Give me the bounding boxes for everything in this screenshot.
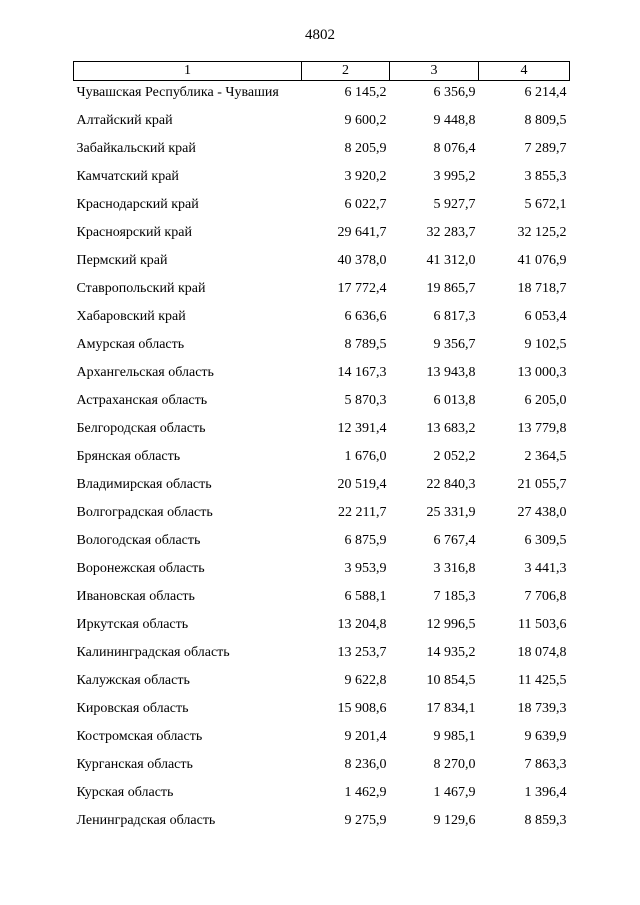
value-col-3-cell: 10 854,5	[426, 673, 476, 688]
value-col-3-cell: 13 683,2	[426, 421, 476, 436]
value-col-4-cell: 3 441,3	[524, 561, 567, 576]
column-header-1: 1	[74, 62, 302, 81]
table-row	[74, 81, 570, 108]
table-row	[74, 751, 570, 779]
region-name-cell: Костромская область	[76, 729, 203, 744]
region-name-cell: Амурская область	[76, 337, 185, 352]
table-row	[74, 219, 570, 247]
value-col-3-cell: 14 935,2	[426, 645, 476, 660]
table-row	[74, 303, 570, 331]
table-row	[74, 191, 570, 219]
value-col-2-cell: 9 622,8	[344, 673, 387, 688]
value-col-4-cell: 7 706,8	[524, 589, 567, 604]
region-name-cell: Ивановская область	[76, 589, 195, 604]
table-row	[74, 639, 570, 667]
value-col-2-cell: 12 391,4	[337, 421, 387, 436]
table-row	[74, 443, 570, 471]
region-name-cell: Красноярский край	[76, 225, 192, 240]
region-name-cell: Краснодарский край	[76, 197, 199, 212]
table-row	[74, 415, 570, 443]
value-col-3-cell: 6 356,9	[433, 85, 476, 100]
value-col-3-cell: 22 840,3	[426, 477, 476, 492]
value-col-4-cell: 5 672,1	[524, 197, 567, 212]
region-name-cell: Чувашская Республика - Чувашия	[76, 85, 279, 100]
table-row	[74, 779, 570, 807]
value-col-4-cell: 27 438,0	[517, 505, 567, 520]
value-col-3-cell: 19 865,7	[426, 281, 476, 296]
value-col-2-cell: 9 201,4	[344, 729, 387, 744]
value-col-2-cell: 9 275,9	[344, 813, 387, 828]
value-col-2-cell: 6 145,2	[344, 85, 387, 100]
table-row	[74, 247, 570, 275]
value-col-4-cell: 11 425,5	[518, 673, 567, 688]
value-col-3-cell: 1 467,9	[433, 785, 476, 800]
value-col-3-cell: 9 448,8	[433, 113, 476, 128]
value-col-4-cell: 6 214,4	[524, 85, 567, 100]
table-row	[74, 807, 570, 835]
value-col-3-cell: 2 052,2	[433, 449, 476, 464]
value-col-3-cell: 32 283,7	[426, 225, 476, 240]
value-col-3-cell: 7 185,3	[433, 589, 476, 604]
region-name-cell: Ставропольский край	[76, 281, 206, 296]
region-name-cell: Кировская область	[76, 701, 189, 716]
table-row	[74, 387, 570, 415]
value-col-4-cell: 13 000,3	[517, 365, 567, 380]
region-name-cell: Иркутская область	[76, 617, 189, 632]
region-name-cell: Воронежская область	[76, 561, 205, 576]
value-col-2-cell: 8 205,9	[344, 141, 387, 156]
value-col-3-cell: 3 316,8	[433, 561, 476, 576]
value-col-2-cell: 40 378,0	[337, 253, 387, 268]
table-row	[74, 555, 570, 583]
value-col-4-cell: 21 055,7	[517, 477, 567, 492]
table-row	[74, 275, 570, 303]
value-col-3-cell: 9 356,7	[433, 337, 476, 352]
value-col-4-cell: 6 205,0	[524, 393, 567, 408]
region-name-cell: Курганская область	[76, 757, 193, 772]
region-name-cell: Хабаровский край	[76, 309, 186, 324]
region-name-cell: Волгоградская область	[76, 505, 213, 520]
value-col-2-cell: 9 600,2	[344, 113, 387, 128]
region-name-cell: Забайкальский край	[76, 141, 196, 156]
value-col-3-cell: 6 767,4	[433, 533, 476, 548]
value-col-3-cell: 17 834,1	[426, 701, 476, 716]
table-row	[74, 135, 570, 163]
value-col-4-cell: 11 503,6	[518, 617, 567, 632]
value-col-2-cell: 17 772,4	[337, 281, 387, 296]
value-col-2-cell: 8 789,5	[344, 337, 387, 352]
region-name-cell: Белгородская область	[76, 421, 206, 436]
value-col-4-cell: 6 053,4	[524, 309, 567, 324]
table-row	[74, 611, 570, 639]
region-name-cell: Курская область	[76, 785, 174, 800]
table-row	[74, 163, 570, 191]
column-header-4: 4	[479, 62, 570, 81]
value-col-3-cell: 6 013,8	[433, 393, 476, 408]
value-col-3-cell: 13 943,8	[426, 365, 476, 380]
column-header-3: 3	[390, 62, 479, 81]
value-col-3-cell: 9 129,6	[433, 813, 476, 828]
value-col-2-cell: 22 211,7	[338, 505, 387, 520]
region-name-cell: Вологодская область	[76, 533, 201, 548]
table-row	[74, 107, 570, 135]
value-col-3-cell: 9 985,1	[433, 729, 476, 744]
table-row	[74, 695, 570, 723]
value-col-4-cell: 3 855,3	[524, 169, 567, 184]
value-col-4-cell: 18 718,7	[517, 281, 567, 296]
data-table	[73, 61, 570, 835]
value-col-3-cell: 8 270,0	[433, 757, 476, 772]
region-name-cell: Ленинградская область	[76, 813, 216, 828]
value-col-2-cell: 20 519,4	[337, 477, 387, 492]
table-body	[74, 81, 570, 836]
region-name-cell: Владимирская область	[76, 477, 212, 492]
value-col-4-cell: 7 863,3	[524, 757, 567, 772]
value-col-2-cell: 6 022,7	[344, 197, 387, 212]
value-col-4-cell: 9 639,9	[524, 729, 567, 744]
table-row	[74, 723, 570, 751]
value-col-4-cell: 8 809,5	[524, 113, 567, 128]
column-header-2: 2	[302, 62, 390, 81]
value-col-3-cell: 8 076,4	[433, 141, 476, 156]
value-col-4-cell: 8 859,3	[524, 813, 567, 828]
value-col-2-cell: 6 588,1	[344, 589, 387, 604]
header-row	[74, 62, 570, 81]
value-col-2-cell: 14 167,3	[337, 365, 387, 380]
value-col-2-cell: 1 462,9	[344, 785, 387, 800]
value-col-4-cell: 32 125,2	[517, 225, 567, 240]
table-row	[74, 499, 570, 527]
value-col-2-cell: 13 204,8	[337, 617, 387, 632]
table-row	[74, 527, 570, 555]
value-col-3-cell: 3 995,2	[433, 169, 476, 184]
region-name-cell: Калининградская область	[76, 645, 230, 660]
value-col-4-cell: 13 779,8	[517, 421, 567, 436]
value-col-4-cell: 41 076,9	[517, 253, 567, 268]
value-col-2-cell: 29 641,7	[337, 225, 387, 240]
value-col-2-cell: 6 636,6	[344, 309, 387, 324]
region-name-cell: Астраханская область	[76, 393, 208, 408]
value-col-2-cell: 3 920,2	[344, 169, 387, 184]
value-col-2-cell: 8 236,0	[344, 757, 387, 772]
table-header	[74, 62, 570, 81]
table-row	[74, 331, 570, 359]
value-col-3-cell: 12 996,5	[426, 617, 476, 632]
value-col-2-cell: 15 908,6	[337, 701, 387, 716]
value-col-2-cell: 1 676,0	[344, 449, 387, 464]
value-col-4-cell: 18 074,8	[517, 645, 567, 660]
value-col-4-cell: 7 289,7	[524, 141, 567, 156]
region-name-cell: Алтайский край	[76, 113, 173, 128]
value-col-3-cell: 5 927,7	[433, 197, 476, 212]
region-name-cell: Архангельская область	[76, 365, 214, 380]
region-name-cell: Камчатский край	[76, 169, 179, 184]
value-col-2-cell: 6 875,9	[344, 533, 387, 548]
value-col-4-cell: 9 102,5	[524, 337, 567, 352]
value-col-2-cell: 3 953,9	[344, 561, 387, 576]
region-name-cell: Пермский край	[76, 253, 168, 268]
value-col-2-cell: 5 870,3	[344, 393, 387, 408]
table-row	[74, 359, 570, 387]
value-col-4-cell: 6 309,5	[524, 533, 567, 548]
page-number: 4802	[305, 27, 335, 43]
region-name-cell: Брянская область	[76, 449, 181, 464]
value-col-3-cell: 6 817,3	[433, 309, 476, 324]
region-name-cell: Калужская область	[76, 673, 190, 688]
value-col-2-cell: 13 253,7	[337, 645, 387, 660]
table-row	[74, 583, 570, 611]
value-col-4-cell: 2 364,5	[524, 449, 567, 464]
table-row	[74, 667, 570, 695]
value-col-4-cell: 1 396,4	[524, 785, 567, 800]
table-row	[74, 471, 570, 499]
value-col-3-cell: 41 312,0	[426, 253, 476, 268]
value-col-3-cell: 25 331,9	[426, 505, 476, 520]
value-col-4-cell: 18 739,3	[517, 701, 567, 716]
